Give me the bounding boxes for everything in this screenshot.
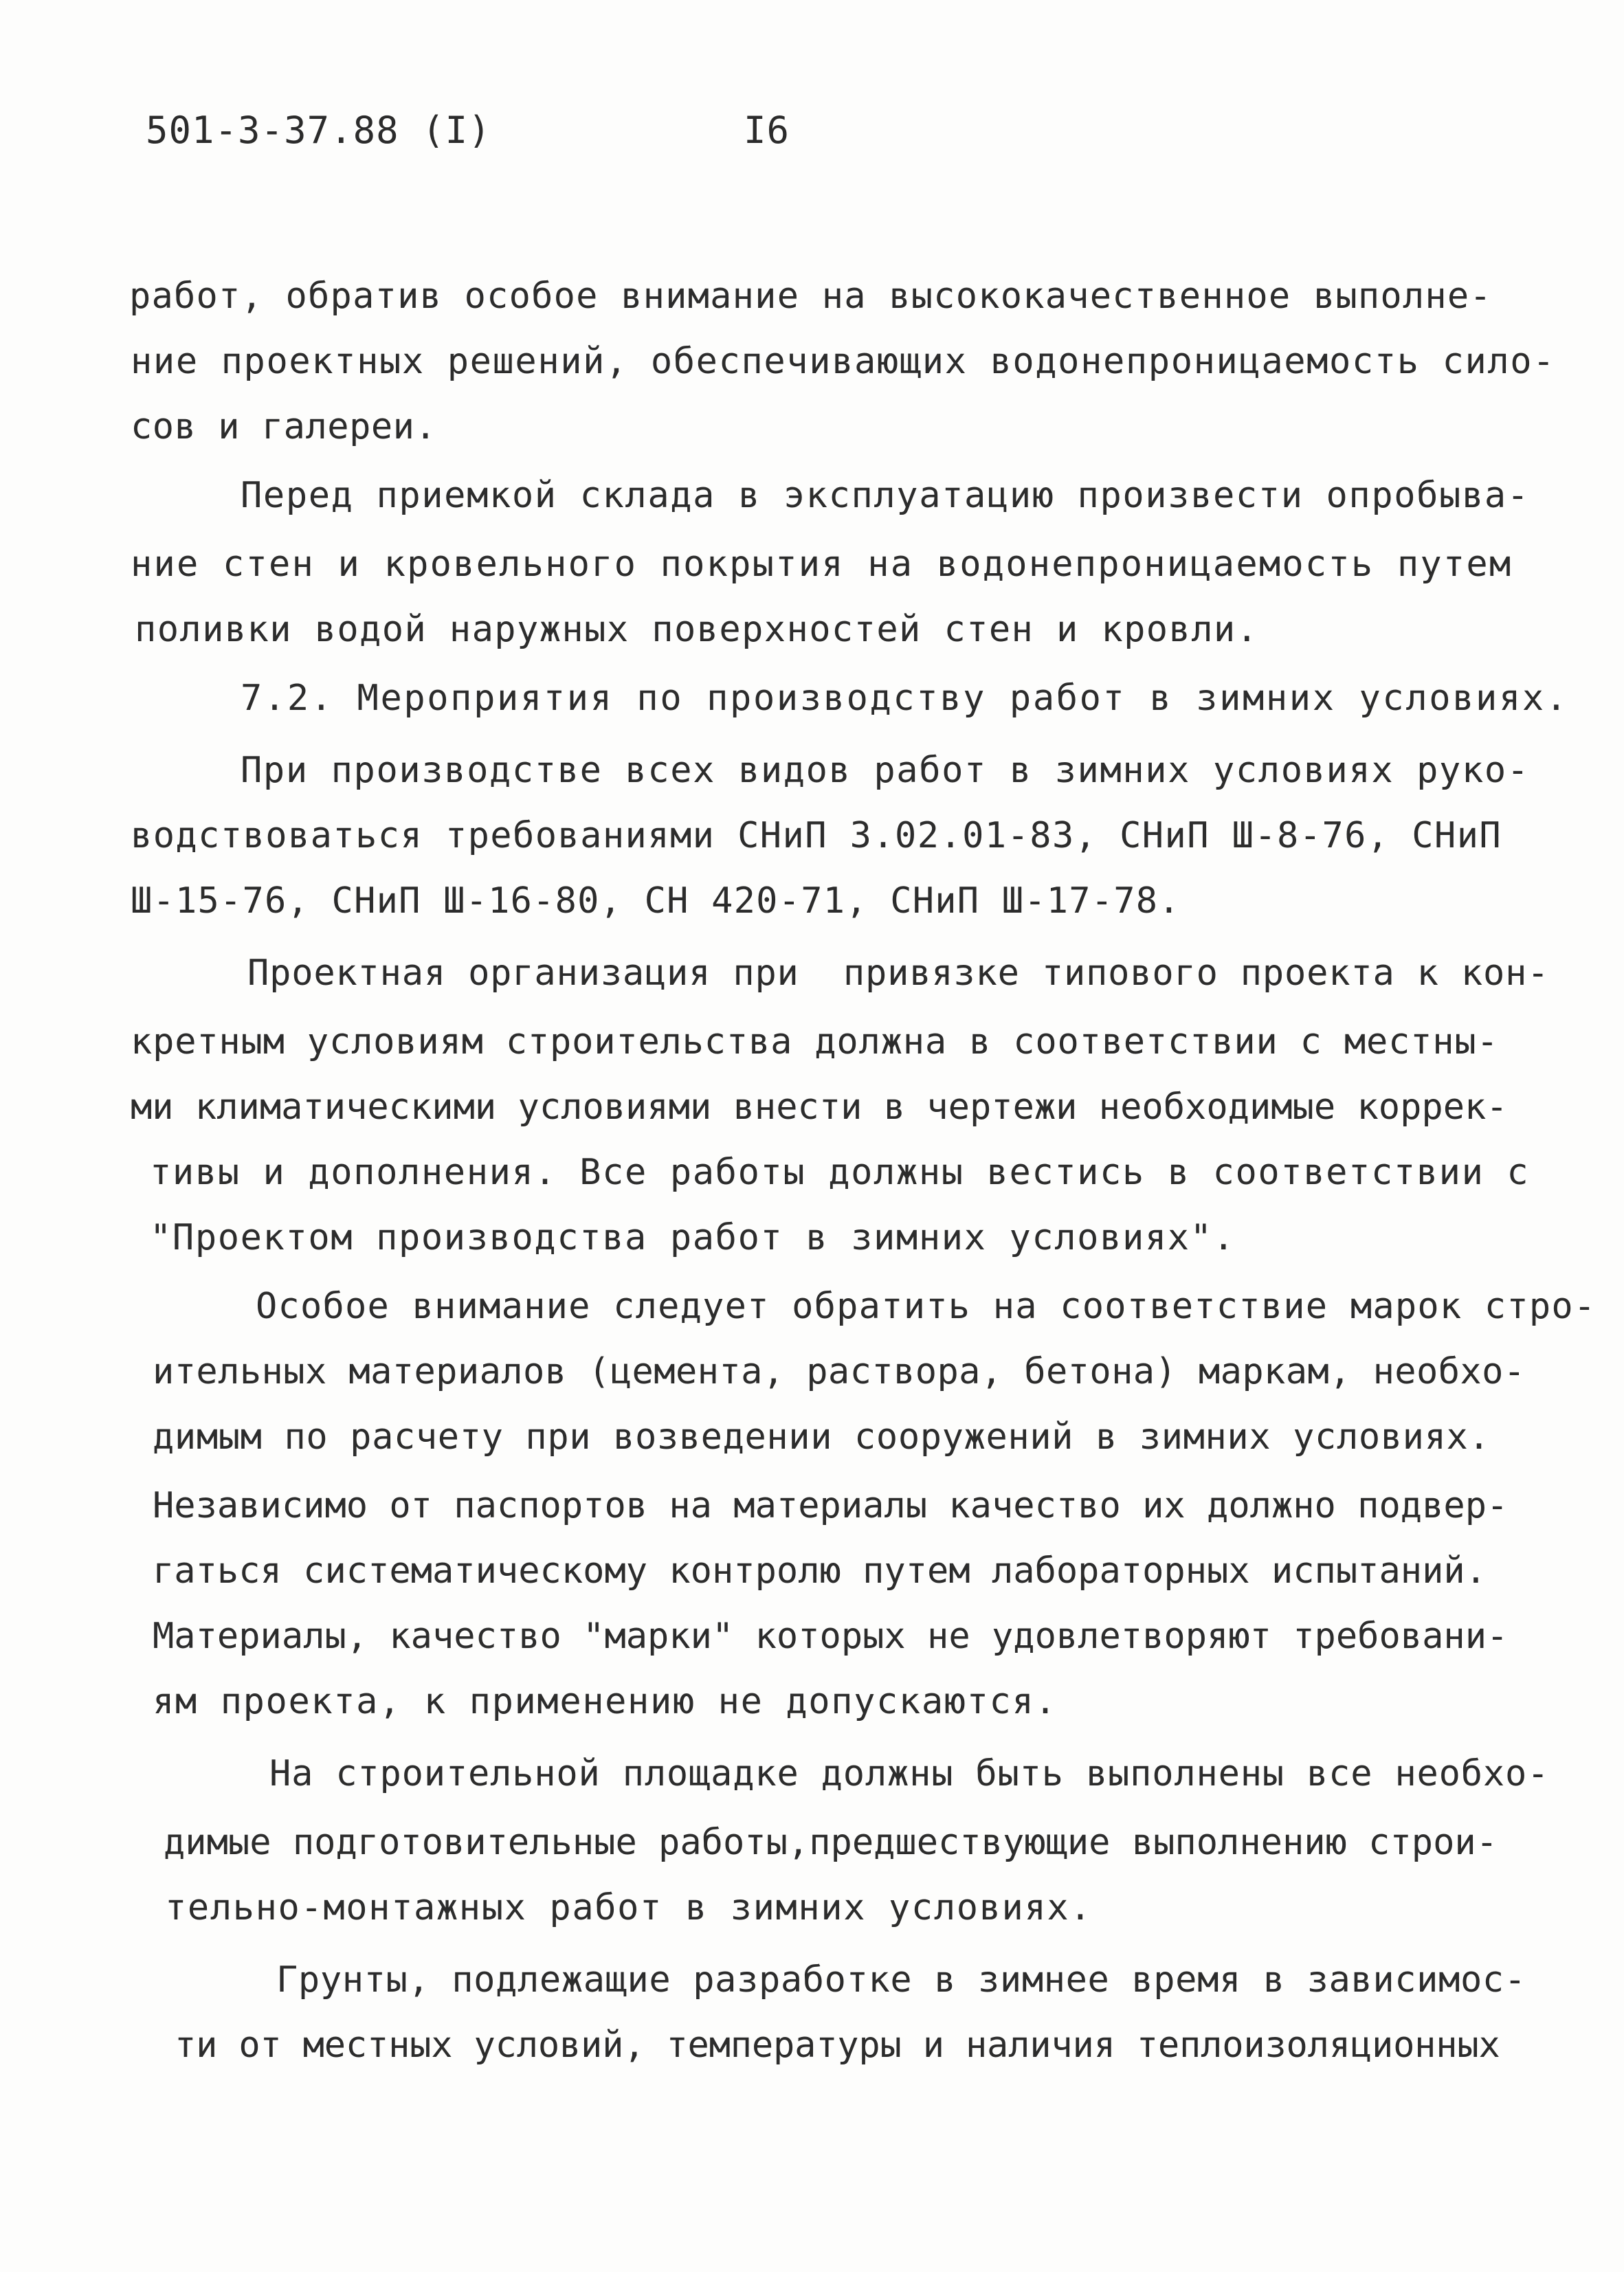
text-line: "Проектом производства работ в зимних условиях". <box>150 1217 1236 1258</box>
text-line: сов и галереи. <box>131 406 437 447</box>
text-line: тельно-монтажных работ в зимних условиях. <box>165 1887 1093 1928</box>
text-line: ние проектных решений, обеспечивающих водонепроницаемость сило- <box>131 341 1556 382</box>
text-line: кретным условиям строительства должна в соответствии с местны- <box>131 1021 1499 1062</box>
page-number: I6 <box>744 109 790 152</box>
text-line: ям проекта, к применению не допускаются. <box>153 1681 1058 1722</box>
text-line: ительных материалов (цемента, раствора, бетона) маркам, необхо- <box>153 1351 1526 1392</box>
section-heading: 7.2. Мероприятия по производству работ в зимних условиях. <box>241 678 1569 719</box>
text-line: На строительной площадке должны быть выполнены все необхо- <box>269 1753 1550 1794</box>
document-code: 501-3-37.88 (I) <box>146 109 491 152</box>
text-line: димым по расчету при возведении сооружений в зимних условиях. <box>153 1416 1491 1458</box>
text-line: работ, обратив особое внимание на высококачественное выполне- <box>129 276 1492 317</box>
text-line: димые подготовительные работы,предшествующие выполнению строи- <box>164 1822 1498 1863</box>
text-line: Грунты, подлежащие разработке в зимнее время в зависимос- <box>276 1959 1526 2001</box>
text-line: ти от местных условий, температуры и наличия теплоизоляционных <box>175 2025 1500 2066</box>
text-line: Материалы, качество "марки" которых не удовлетворяют требовани- <box>153 1616 1509 1657</box>
text-line: Независимо от паспортов на материалы качество их должно подвер- <box>153 1485 1509 1526</box>
text-line: Перед приемкой склада в эксплуатацию произвести опробыва- <box>241 475 1530 516</box>
text-line: Ш-15-76, СНиП Ш-16-80, СН 420-71, СНиП Ш-17-78. <box>131 880 1181 922</box>
text-line: водствоваться требованиями СНиП 3.02.01-83, СНиП Ш-8-76, СНиП <box>131 815 1502 856</box>
text-line: гаться систематическому контролю путем лабораторных испытаний. <box>153 1550 1487 1592</box>
text-line: ми климатическими условиями внести в чертежи необходимые коррек- <box>131 1087 1508 1128</box>
text-line: ние стен и кровельного покрытия на водонепроницаемость путем <box>131 544 1513 585</box>
text-line: тивы и дополнения. Все работы должны вестись в соответствии с <box>150 1152 1530 1193</box>
text-line: Особое внимание следует обратить на соответствие марок стро- <box>256 1286 1597 1327</box>
text-line: Проектная организация при привязке типового проекта к кон- <box>247 953 1550 994</box>
text-line: При производстве всех видов работ в зимних условиях руко- <box>241 750 1530 791</box>
text-line: поливки водой наружных поверхностей стен и кровли. <box>135 609 1259 650</box>
